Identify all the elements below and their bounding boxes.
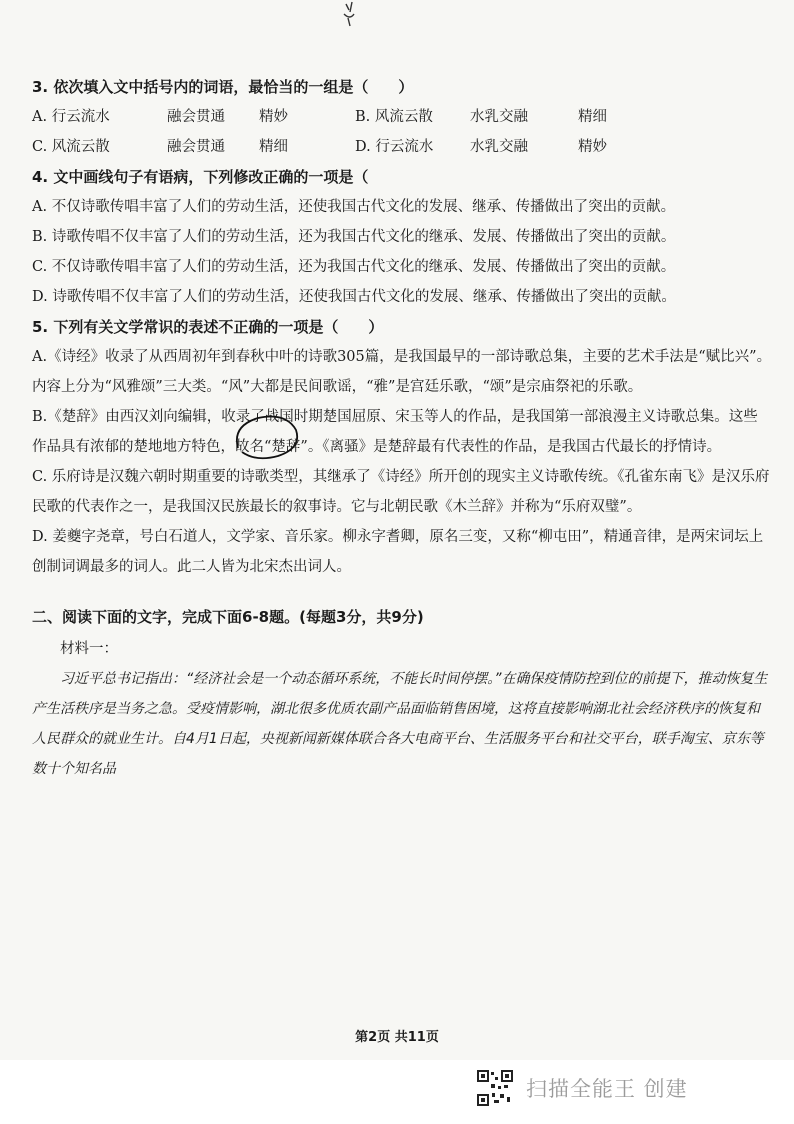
option-d-word-2: 水乳交融 [470, 139, 528, 155]
option-c-word-2: 融会贯通 [167, 139, 225, 155]
question-5-option-a: A.《诗经》收录了从西周初年到春秋中叶的诗歌305篇，是我国最早的一部诗歌总集，主要的艺术手法是“赋比兴”。内容上分为“风雅颂”三大类。“风”大都是民间歌谣，“雅”是宫廷乐歌，“颂”是宗庙祭祀的乐歌。 [32, 349, 772, 395]
question-4-title: 4. 文中画线句子有语病，下列修改正确的一项是（ [32, 168, 369, 186]
question-4-option-b: B. 诗歌传唱不仅丰富了人们的劳动生活，还为我国古代文化的继承、发展、传播做出了突出的贡献。 [32, 229, 676, 245]
qr-code-icon [476, 1069, 514, 1107]
option-b-word-1: B. 风流云散 [355, 109, 433, 125]
question-3-options-row-1 [32, 102, 772, 132]
question-3-title: 3. 依次填入文中括号内的词语，最恰当的一组是（ ） [32, 78, 414, 96]
question-4-option-c: C. 不仅诗歌传唱丰富了人们的劳动生活，还为我国古代文化的继承、发展、传播做出了突出的贡献。 [32, 259, 676, 275]
material-label: 材料一： [60, 641, 118, 657]
option-a-word-1: A. 行云流水 [32, 109, 110, 125]
hand-drawn-circle-icon [228, 408, 308, 468]
option-a-word-2: 融会贯通 [167, 109, 225, 125]
question-3-options-row-2 [32, 132, 772, 162]
scanner-watermark [476, 1066, 688, 1110]
option-b-word-3: 精细 [578, 109, 607, 125]
ink-mark-icon [338, 0, 362, 30]
option-a-word-3: 精妙 [259, 109, 288, 125]
option-b-word-2: 水乳交融 [470, 109, 528, 125]
question-4-option-a: A. 不仅诗歌传唱丰富了人们的劳动生活，还使我国古代文化的发展、继承、传播做出了突出的贡献。 [32, 199, 676, 215]
material-text: 习近平总书记指出：“经济社会是一个动态循环系统，不能长时间停摆。”在确保疫情防控到位的前提下，推动恢复生产生活秩序是当务之急。受疫情影响，湖北很多优质农副产品面临销售困境，这将直接影响湖北社会经济秩序的恢复和人民群众的就业生计。自4月1日起，央视新闻新媒体联合各大电商平台、生活服务平台和社交平台，联手淘宝、京东等数十个知名品 [32, 671, 768, 777]
question-5-option-d: D. 姜夔字尧章，号白石道人，文学家、音乐家。柳永字耆卿，原名三变，又称“柳屯田”，精通音律，是两宋词坛上创制词调最多的词人。此二人皆为北宋杰出词人。 [32, 529, 764, 575]
option-d-word-1: D. 行云流水 [355, 139, 434, 155]
option-c-word-3: 精细 [259, 139, 288, 155]
question-5-option-b: B.《楚辞》由西汉刘向编辑，收录了战国时期楚国屈原、宋玉等人的作品，是我国第一部浪漫主义诗歌总集。这些作品具有浓郁的楚地地方特色，故名“楚辞”。《离骚》是楚辞最有代表性的作品，是我国古代最长的抒情诗。 [32, 409, 758, 455]
option-d-word-3: 精妙 [578, 139, 607, 155]
question-5-option-c: C. 乐府诗是汉魏六朝时期重要的诗歌类型，其继承了《诗经》所开创的现实主义诗歌传统。《孔雀东南飞》是汉乐府民歌的代表作之一，是我国汉民族最长的叙事诗。它与北朝民歌《木兰辞》并称为“乐府双璧”。 [32, 469, 770, 515]
content [32, 72, 772, 784]
question-5-title: 5. 下列有关文学常识的表述不正确的一项是（ ） [32, 318, 384, 336]
page-number: 第2页 共11页 [355, 1030, 439, 1045]
question-4-option-d: D. 诗歌传唱不仅丰富了人们的劳动生活，还使我国古代文化的发展、继承、传播做出了突出的贡献。 [32, 289, 676, 305]
section-2-title: 二、阅读下面的文字，完成下面6-8题。(每题3分，共9分) [32, 608, 424, 626]
option-c-word-1: C. 风流云散 [32, 139, 110, 155]
watermark-text: 扫描全能王 创建 [526, 1077, 688, 1101]
